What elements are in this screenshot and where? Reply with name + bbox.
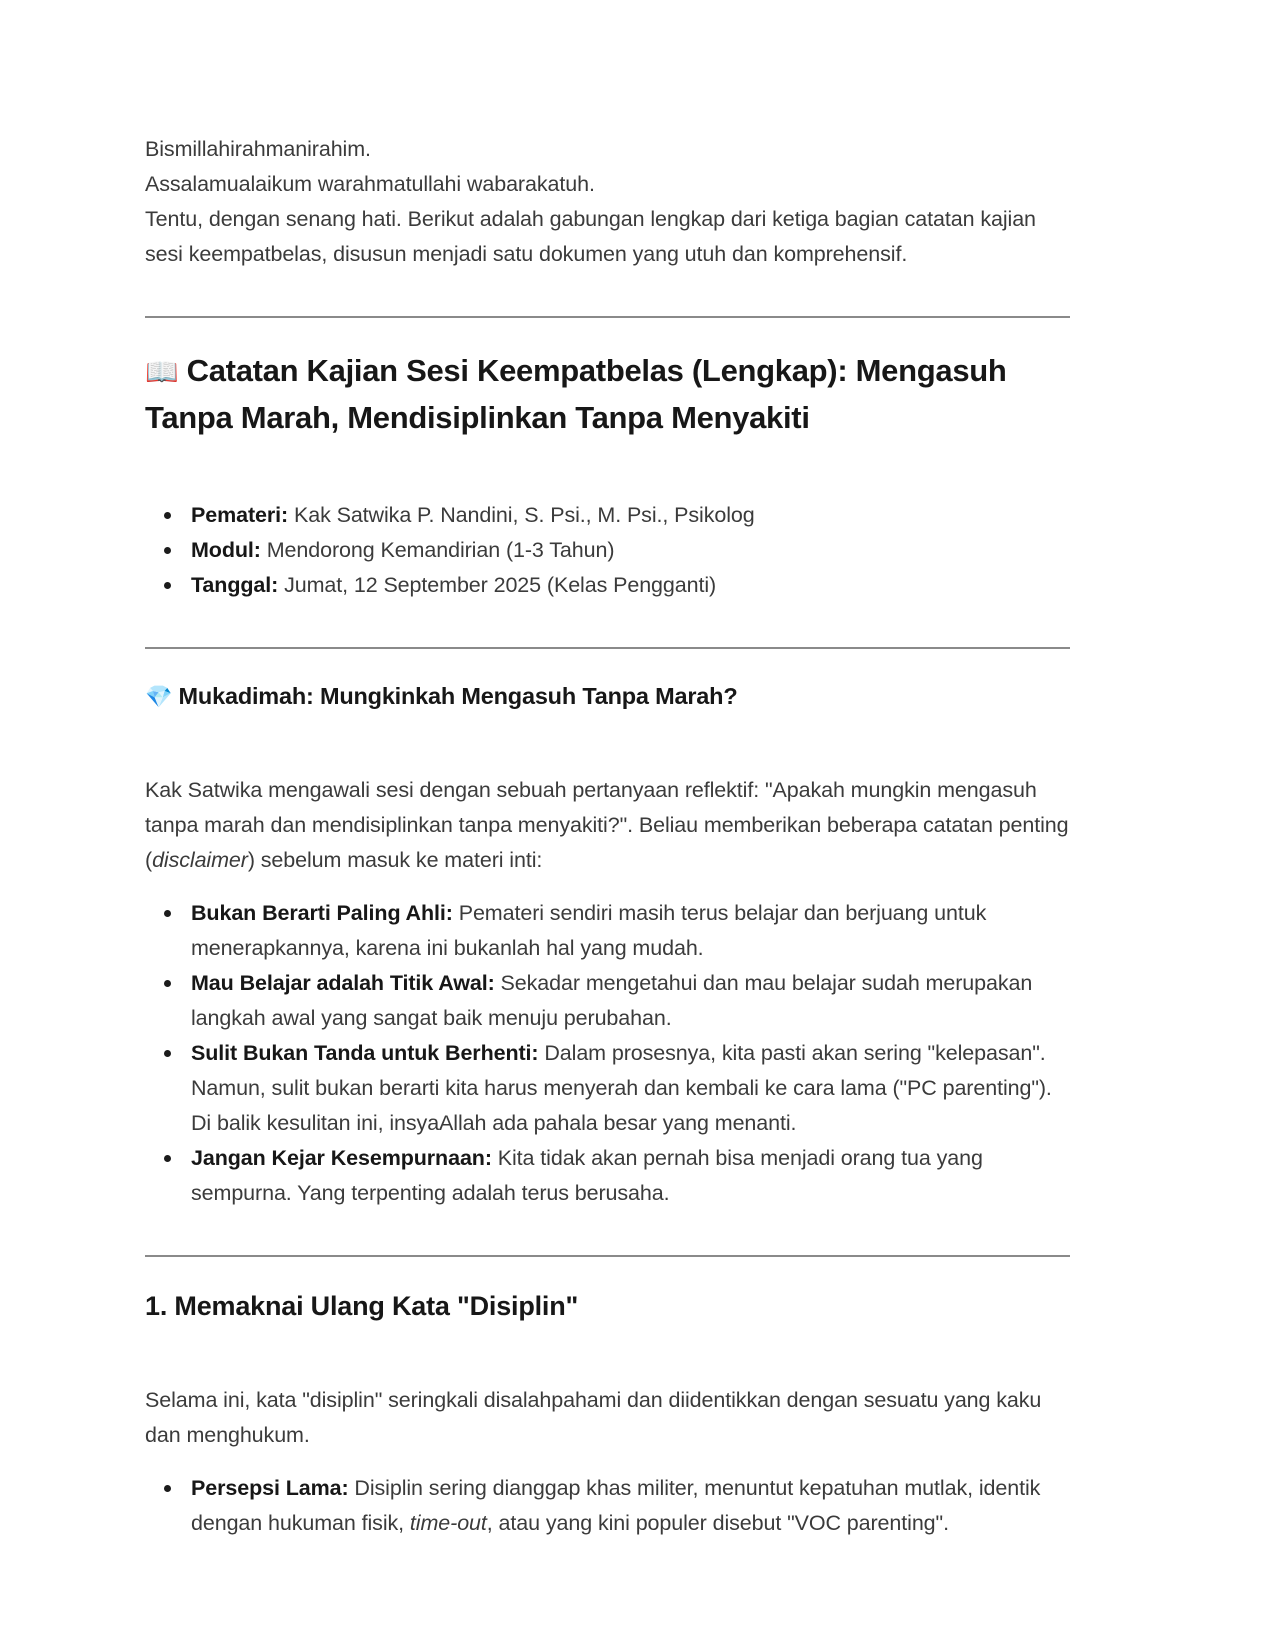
- section-one-list: [145, 1471, 1070, 1541]
- list-item-label: Mau Belajar adalah Titik Awal:: [191, 971, 495, 995]
- list-item-value: Sekadar mengetahui dan mau belajar sudah merupakan langkah awal yang sangat baik menuju perubahan.: [191, 971, 1033, 1030]
- list-item: [145, 966, 1070, 1036]
- mukadimah-paragraph-part1: Kak Satwika mengawali sesi dengan sebuah pertanyaan reflektif: "Apakah mungkin mengasuh tanpa marah dan mendisiplinkan tanpa menyakiti?". Beliau memberikan beberapa catatan penting (: [145, 778, 1069, 872]
- intro-block: [145, 132, 1070, 272]
- list-item: [145, 1036, 1070, 1141]
- session-meta-list: [145, 498, 1070, 603]
- meta-label: Modul:: [191, 538, 261, 562]
- list-item-label: Bukan Berarti Paling Ahli:: [191, 901, 453, 925]
- list-item: [145, 1141, 1070, 1211]
- list-item-value: Dalam prosesnya, kita pasti akan sering "kelepasan". Namun, sulit bukan berarti kita harus menyerah dan kembali ke cara lama ("PC parenting"). Di balik kesulitan ini, insyaAllah ada pahala besar yang menanti.: [191, 1041, 1052, 1135]
- spacer: [145, 440, 1070, 498]
- list-item-label: Persepsi Lama:: [191, 1476, 349, 1500]
- meta-value: Kak Satwika P. Nandini, S. Psi., M. Psi., Psikolog: [293, 503, 755, 527]
- list-item-label: Sulit Bukan Tanda untuk Berhenti:: [191, 1041, 539, 1065]
- document-content: [145, 132, 1070, 1541]
- spacer: [145, 603, 1070, 647]
- page-title-text: Catatan Kajian Sesi Keempatbelas (Lengkap): Mengasuh Tanpa Marah, Mendisiplinkan Tanpa Menyakiti: [145, 353, 1007, 435]
- mukadimah-paragraph-part2: ) sebelum masuk ke materi inti:: [247, 848, 543, 872]
- list-item-value: Kita tidak akan pernah bisa menjadi orang tua yang sempurna. Yang terpenting adalah terus berusaha.: [191, 1146, 983, 1205]
- spacer: [145, 1325, 1070, 1383]
- page-title: [145, 348, 1070, 440]
- list-item-label: Jangan Kejar Kesempurnaan:: [191, 1146, 492, 1170]
- gem-stone-icon: 💎: [145, 685, 173, 710]
- spacer: [145, 649, 1070, 679]
- intro-paragraph: Tentu, dengan senang hati. Berikut adalah gabungan lengkap dari ketiga bagian catatan kajian sesi keempatbelas, disusun menjadi satu dokumen yang utuh dan komprehensif.: [145, 207, 1036, 266]
- spacer: [145, 272, 1070, 316]
- mukadimah-paragraph-italic: disclaimer: [152, 848, 248, 872]
- list-item: [145, 498, 1070, 533]
- meta-value: Jumat, 12 September 2025 (Kelas Pengganti): [284, 573, 717, 597]
- section-one-paragraph: Selama ini, kata "disiplin" seringkali disalahpahami dan diidentikkan dengan sesuatu yang kaku dan menghukum.: [145, 1388, 1042, 1447]
- open-book-icon: 📖: [145, 357, 179, 388]
- section-heading-text: Mukadimah: Mungkinkah Mengasuh Tanpa Marah?: [178, 683, 738, 709]
- spacer: [145, 715, 1070, 773]
- list-item: [145, 533, 1070, 568]
- list-item-value-italic: time-out: [409, 1511, 487, 1535]
- mukadimah-paragraph: [145, 773, 1070, 878]
- list-item: [145, 1471, 1070, 1541]
- meta-value: Mendorong Kemandirian (1-3 Tahun): [266, 538, 615, 562]
- spacer: [145, 1453, 1070, 1471]
- section-heading-one: 1. Memaknai Ulang Kata "Disiplin": [145, 1291, 579, 1321]
- list-item-value-part2: , atau yang kini populer disebut "VOC parenting".: [486, 1511, 949, 1535]
- list-item: [145, 568, 1070, 603]
- intro-line-1: Bismillahirahmanirahim.: [145, 137, 371, 161]
- list-item-value-part1: Disiplin sering dianggap khas militer, menuntut kepatuhan mutlak, identik dengan hukuman fisik,: [191, 1476, 1041, 1535]
- spacer: [145, 878, 1070, 896]
- spacer: [145, 318, 1070, 348]
- meta-label: Pemateri:: [191, 503, 289, 527]
- meta-label: Tanggal:: [191, 573, 279, 597]
- spacer: [145, 1211, 1070, 1255]
- intro-line-2: Assalamualaikum warahmatullahi wabarakatuh.: [145, 172, 595, 196]
- disclaimer-list: [145, 896, 1070, 1211]
- section-heading-mukadimah: [145, 679, 1070, 715]
- list-item: [145, 896, 1070, 966]
- list-item-value: Pemateri sendiri masih terus belajar dan berjuang untuk menerapkannya, karena ini bukanlah hal yang mudah.: [191, 901, 987, 960]
- spacer: [145, 1257, 1070, 1287]
